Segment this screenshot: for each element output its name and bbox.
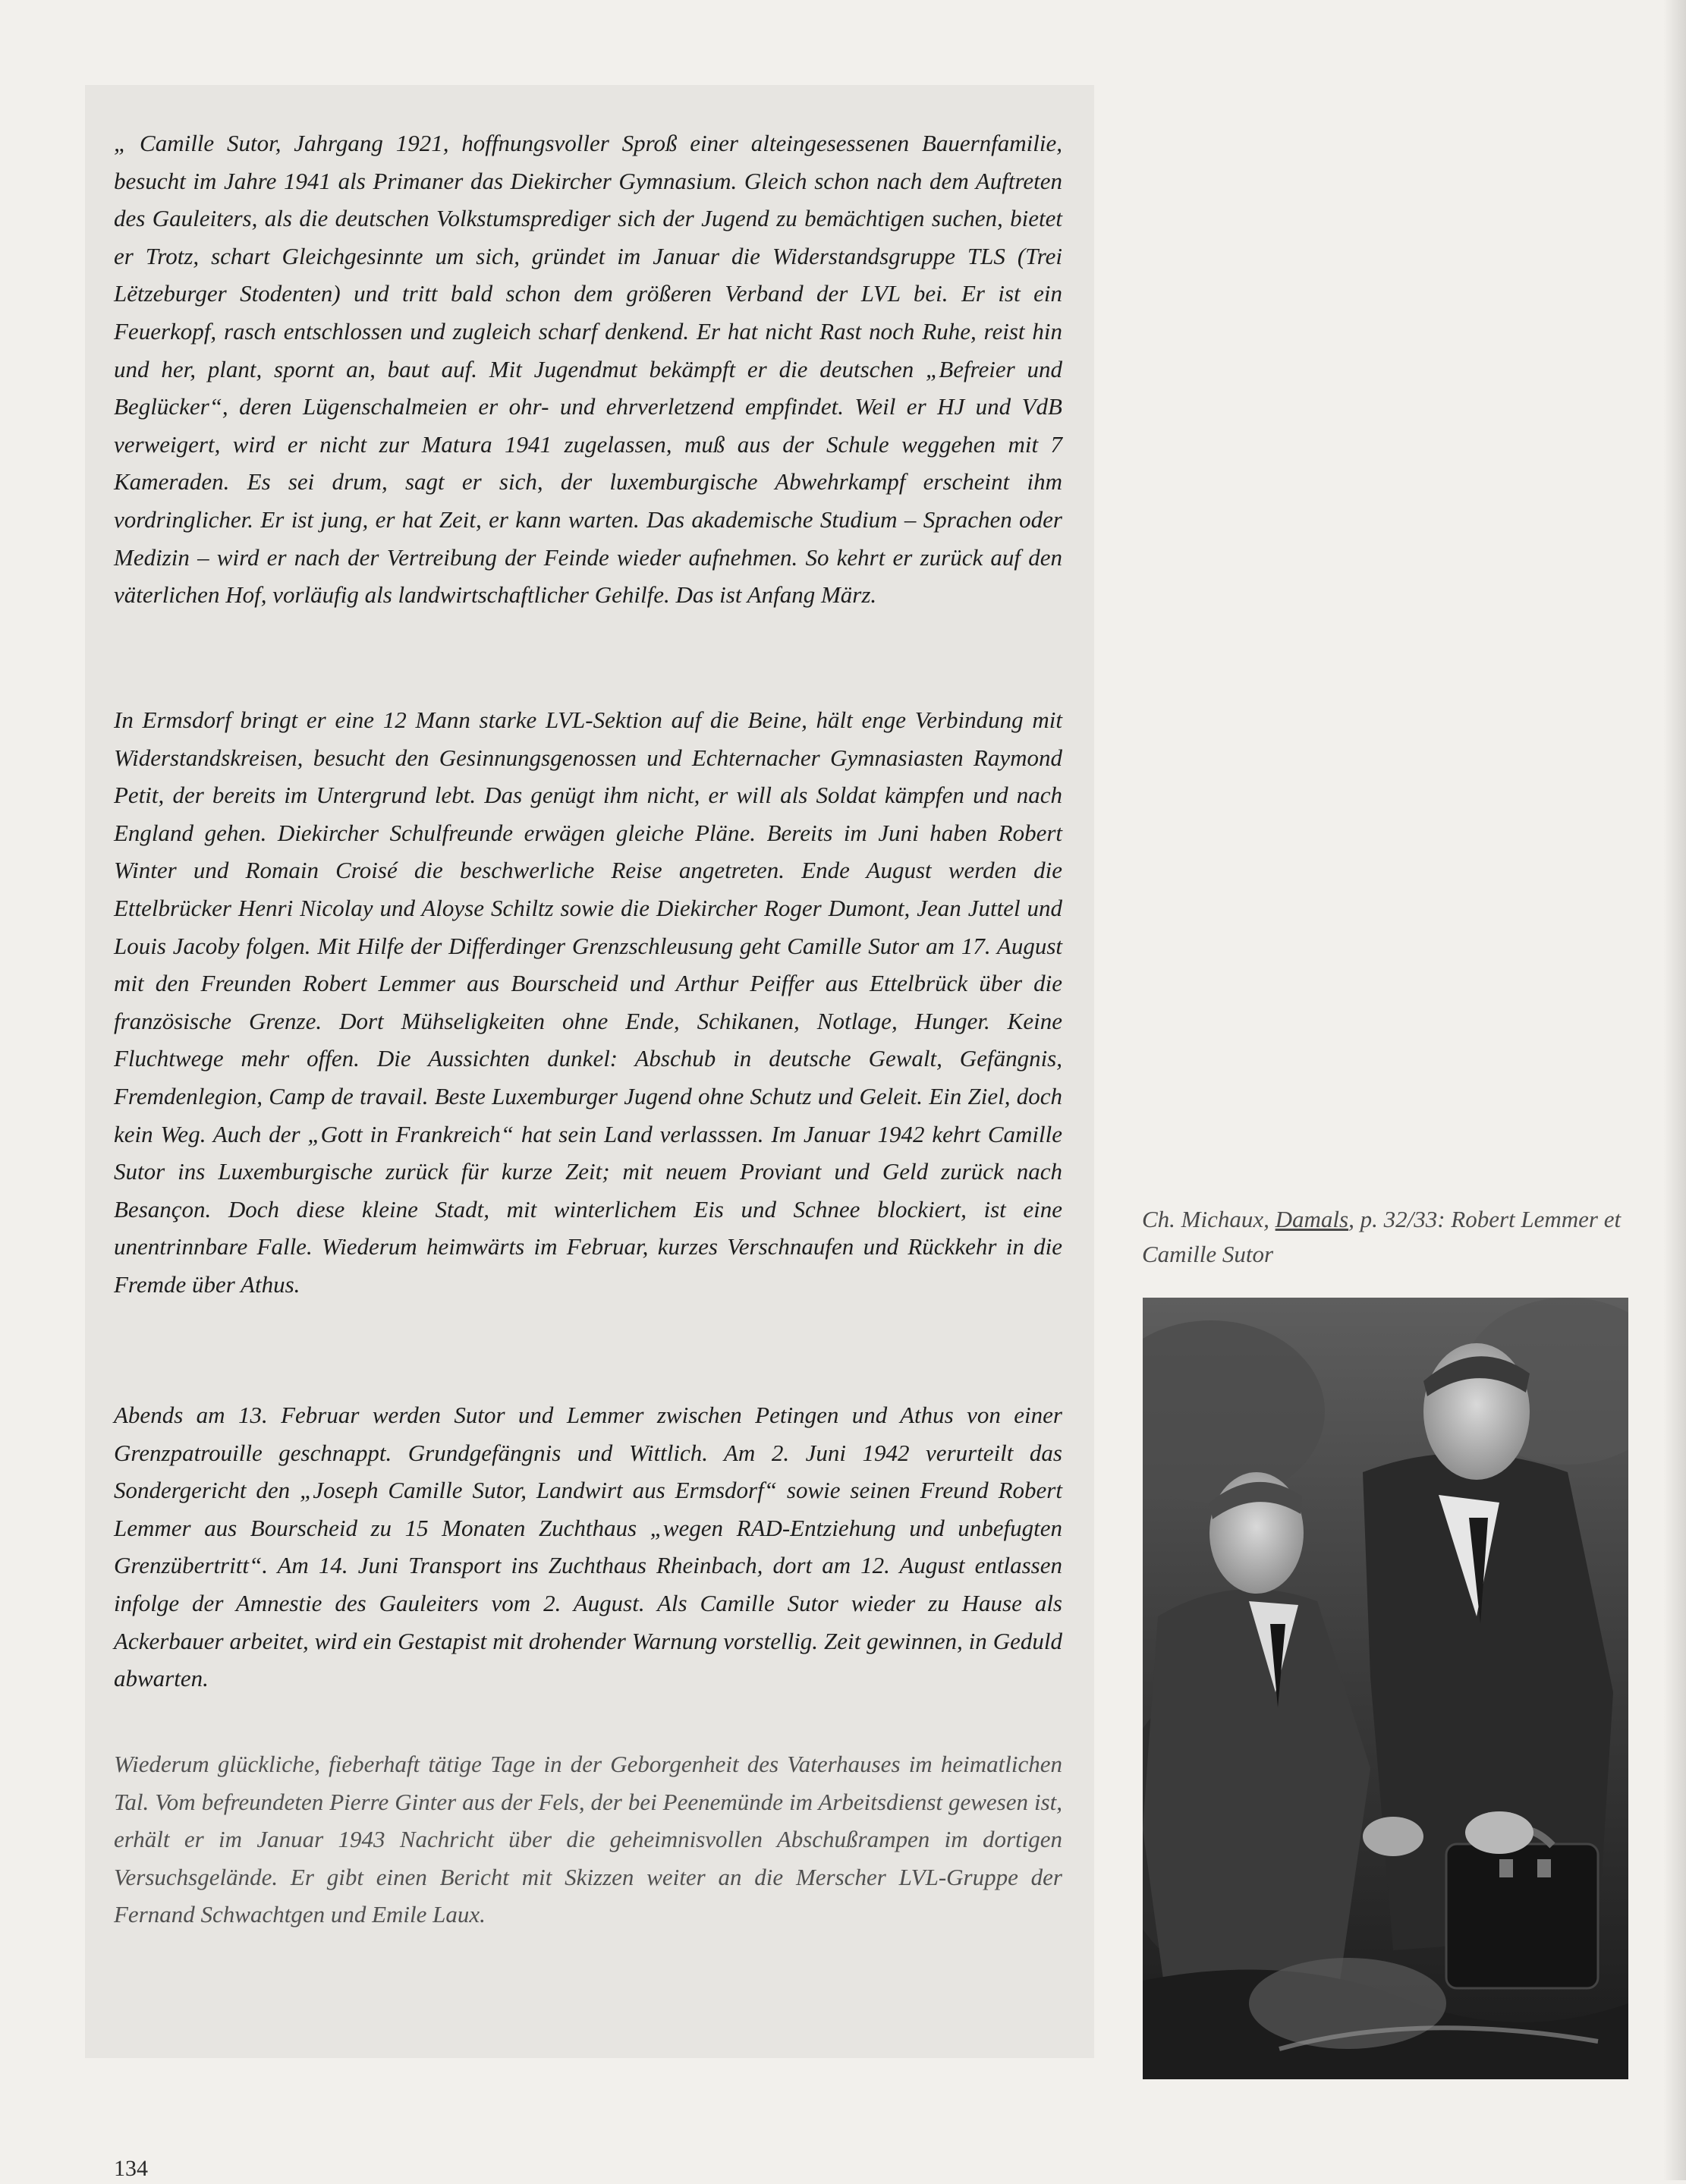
photo-illustration: [1143, 1298, 1628, 2079]
paragraph-3: Abends am 13. Februar werden Sutor und Lemmer zwischen Petingen und Athus von einer Grenzpatrouille geschnappt. Grundgefängnis und Wittlich. Am 2. Juni 1942 verurteilt das Sondergericht den „Joseph Camille Sutor, Landwirt aus Ermsdorf“ sowie seinen Freund Robert Lemmer aus Bourscheid zu 15 Monaten Zuchthaus „wegen RAD-Entziehung und unbefugten Grenzübertritt“. Am 14. Juni Transport ins Zuchthaus Rheinbach, dort am 12. August entlassen infolge der Amnestie des Gauleiters vom 2. August. Als Camille Sutor wieder zu Hause als Ackerbauer arbeitet, wird ein Gestapist mit drohender Warnung vorstellig. Zeit gewinnen, in Geduld abwarten.: [114, 1402, 1062, 1692]
paragraph-1: „ Camille Sutor, Jahrgang 1921, hoffnungsvoller Sproß einer alteingesessenen Bauernfamilie, besucht im Jahre 1941 als Primaner das Diekircher Gymnasium. Gleich schon nach dem Auftreten des Gauleiters, als die deutschen Volkstumsprediger sich der Jugend zu bemächtigen suchen, bietet er Trotz, schart Gleichgesinnte um sich, gründet im Januar die Widerstandsgruppe TLS (Trei Lëtzeburger Stodenten) und tritt bald schon dem größeren Verband der LVL bei. Er ist ein Feuerkopf, rasch entschlossen und zugleich scharf denkend. Er hat nicht Rast noch Ruhe, reist hin und her, plant, spornt an, baut auf. Mit Jugendmut bekämpft er die deutschen „Befreier und Beglücker“, deren Lügenschalmeien er ohr- und ehrverletzend empfindet. Weil er HJ und VdB verweigert, wird er nicht zur Matura 1941 zugelassen, muß aus der Schule weggehen mit 7 Kameraden. Es sei drum, sagt er sich, der luxemburgische Abwehrkampf erscheint ihm vordringlicher. Er ist jung, er hat Zeit, er kann warten. Das akademische Studium – Sprachen oder Medizin – wird er nach der Vertreibung der Feinde wieder aufnehmen. So kehrt er zurück auf den väterlichen Hof, vorläufig als landwirtschaftlicher Gehilfe. Das ist Anfang März.: [114, 130, 1062, 609]
caption-title: Damals: [1275, 1206, 1349, 1232]
photo-caption: [1142, 1202, 1628, 1272]
caption-suffix: , p. 32/33: Robert Lemmer et Camille Sutor: [1142, 1206, 1622, 1267]
paragraph-4: Wiederum glückliche, fieberhaft tätige Tage in der Geborgenheit des Vaterhauses im heimatlichen Tal. Vom befreundeten Pierre Ginter aus der Fels, der bei Peenemünde im Arbeitsdienst gewesen ist, erhält er im Januar 1943 Nachricht über die geheimnisvollen Abschußrampen im dortigen Versuchsgelände. Er gibt einen Bericht mit Skizzen weiter an die Merscher LVL-Gruppe der Fernand Schwachtgen und Emile Laux.: [114, 1751, 1062, 1928]
caption-prefix: Ch. Michaux,: [1142, 1206, 1276, 1232]
paragraph-2: In Ermsdorf bringt er eine 12 Mann starke LVL-Sektion auf die Beine, hält enge Verbindung mit Widerstandskreisen, besucht den Gesinnungsgenossen und Echternacher Gymnasiasten Raymond Petit, der bereits im Untergrund lebt. Das genügt ihm nicht, er will als Soldat kämpfen und nach England gehen. Diekircher Schulfreunde erwägen gleiche Pläne. Bereits im Juni haben Robert Winter und Romain Croisé die beschwerliche Reise angetreten. Ende August werden die Ettelbrücker Henri Nicolay und Aloyse Schiltz sowie die Diekircher Roger Dumont, Jean Juttel und Louis Jacoby folgen. Mit Hilfe der Differdinger Grenzschleusung geht Camille Sutor am 17. August mit den Freunden Robert Lemmer aus Bourscheid und Arthur Peiffer aus Ettelbrück über die französische Grenze. Dort Mühseligkeiten ohne Ende, Schikanen, Notlage, Hunger. Keine Fluchtwege mehr offen. Die Aussichten dunkel: Abschub in deutsche Gewalt, Gefängnis, Fremdenlegion, Camp de travail. Beste Luxemburger Jugend ohne Schutz und Geleit. Ein Ziel, doch kein Weg. Auch der „Gott in Frankreich“ hat sein Land verlasssen. Im Januar 1942 kehrt Camille Sutor ins Luxemburgische zurück für kurze Zeit; mit neuem Proviant und Geld zurück nach Besançon. Doch diese kleine Stadt, mit winterlichem Eis und Schnee blockiert, ist eine unentrinnbare Falle. Wiederum heimwärts im Februar, kurzes Verschnaufen und Rückkehr in die Fremde über Athus.: [114, 706, 1062, 1298]
historical-photo: [1143, 1298, 1628, 2079]
page-number: 134: [114, 2156, 148, 2181]
page-edge-shadow: [1663, 0, 1686, 2180]
